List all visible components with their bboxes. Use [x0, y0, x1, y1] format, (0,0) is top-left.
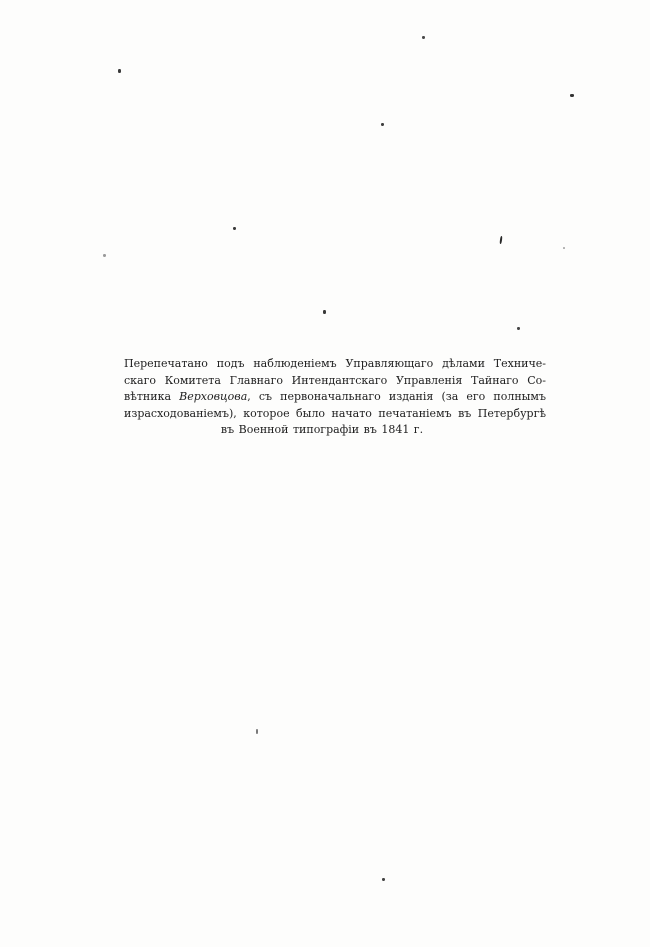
scan-speck: [256, 729, 258, 734]
imprint-line-3-post: , съ первоначальнаго изданія (за его полнымъ: [247, 390, 546, 404]
scan-speck: [563, 247, 565, 249]
scan-speck: [381, 123, 384, 126]
scan-speck: [499, 236, 502, 244]
scan-speck: [103, 254, 106, 257]
imprint-line-4: израсходованіемъ), которое было начато печатаніемъ въ Петербургѣ: [124, 406, 546, 420]
scan-speck: [233, 227, 236, 230]
imprint-line-5: въ Военной типографіи въ 1841 г.: [220, 423, 424, 437]
imprint-line-3: [124, 389, 546, 406]
imprint-line-2: скаго Комитета Главнаго Интендантскаго Управленія Тайнаго Со-: [124, 373, 546, 387]
imprint-line-3-italic-name: Верховцова: [179, 390, 248, 404]
scan-speck: [323, 310, 326, 314]
imprint-line-3-pre: вѣтника: [124, 390, 180, 404]
scan-speck: [517, 327, 520, 330]
scan-speck: [382, 878, 385, 881]
scan-speck: [570, 94, 574, 97]
scan-speck: [118, 69, 121, 73]
scan-speck: [422, 36, 425, 39]
imprint-line-1: Перепечатано подъ наблюденіемъ Управляющаго дѣлами Техниче-: [124, 357, 546, 370]
imprint-paragraph: [124, 356, 546, 439]
